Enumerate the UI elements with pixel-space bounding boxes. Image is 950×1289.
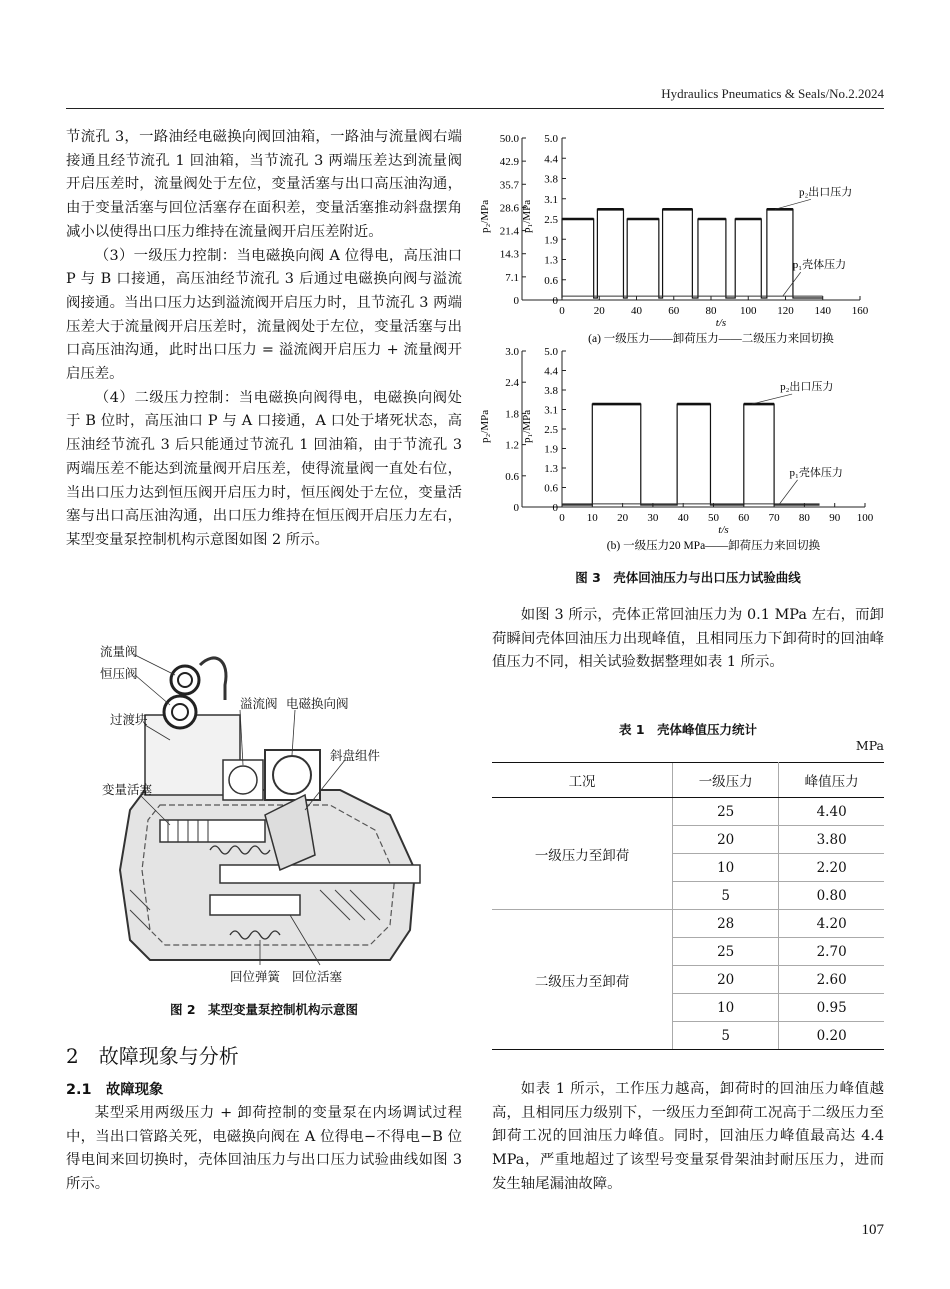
y-left-tick-label: 50.0 xyxy=(499,133,519,145)
label-relief-valve: 溢流阀 xyxy=(240,696,278,711)
table-cell: 2.60 xyxy=(779,966,884,994)
y-left-tick-label: 3.0 xyxy=(505,346,519,358)
peak-table-wrap xyxy=(492,762,884,1050)
header-condition: 工况 xyxy=(492,763,673,798)
y-right-tick-label: 1.9 xyxy=(544,234,558,247)
x-tick-label: 20 xyxy=(593,305,605,317)
table-cell: 0.80 xyxy=(779,882,884,910)
y-right-tick-label: 5.0 xyxy=(544,133,558,145)
series-label-p1-leader xyxy=(780,480,798,504)
page-number: 107 xyxy=(861,1222,884,1238)
right-column-paragraph xyxy=(492,604,884,675)
subsection-title: 2.1 故障现象 xyxy=(66,1082,164,1098)
pump-diagram xyxy=(90,640,430,980)
table-title: 表 1 壳体峰值压力统计 xyxy=(618,722,758,737)
y-left-tick-label: 0 xyxy=(513,502,519,514)
peak-pressure-table xyxy=(492,762,884,1050)
y-right-axis-label: p₁/MPa xyxy=(521,409,533,443)
table-cell: 25 xyxy=(673,938,779,966)
table-cell: 0.95 xyxy=(779,994,884,1022)
x-tick-label: 90 xyxy=(829,512,841,524)
series-line-p2 xyxy=(562,404,820,505)
y-right-tick-label: 2.5 xyxy=(544,214,558,226)
table-cell: 20 xyxy=(673,966,779,994)
series-label-p1-leader xyxy=(783,272,801,296)
series-label-p2-leader xyxy=(775,199,811,209)
y-right-tick-label: 3.8 xyxy=(544,173,558,186)
series-label-p2: p₂出口压力 xyxy=(798,186,853,199)
label-const-valve: 恒压阀 xyxy=(100,666,138,681)
series-label-p2: p₂出口压力 xyxy=(780,381,834,394)
y-right-tick-label: 3.1 xyxy=(544,193,558,206)
y-right-axis-label: p₁/MPa xyxy=(521,199,533,233)
y-left-tick-label: 0 xyxy=(513,295,519,307)
table-cell: 10 xyxy=(673,994,779,1022)
y-right-tick-label: 0 xyxy=(552,295,558,307)
x-axis-label: t/s xyxy=(718,524,729,536)
y-left-tick-label: 2.4 xyxy=(505,377,519,390)
x-axis-label: t/s xyxy=(715,317,727,329)
paragraph-4: 某型采用两级压力 + 卸荷控制的变量泵在内场调试过程中，当出口管路关死，电磁换向阀在 A 位得电−不得电−B 位得电间来回切换时，壳体回油压力与出口压力试验曲线如图 3 所示。 xyxy=(66,1105,462,1193)
y-right-tick-label: 3.8 xyxy=(544,385,558,397)
x-tick-label: 0 xyxy=(559,305,565,317)
table-cell: 4.40 xyxy=(779,798,884,826)
table-cell: 2.20 xyxy=(779,854,884,882)
x-tick-label: 60 xyxy=(668,305,680,317)
table-cell: 20 xyxy=(673,826,779,854)
header-peak-pressure: 峰值压力 xyxy=(779,763,884,798)
series-label-p1: p₁壳体压力 xyxy=(792,259,847,272)
y-left-tick-label: 1.2 xyxy=(505,439,519,452)
x-tick-label: 80 xyxy=(705,305,717,317)
x-tick-label: 100 xyxy=(856,512,874,524)
x-tick-label: 40 xyxy=(677,512,689,524)
group-label-2: 二级压力至卸荷 xyxy=(492,910,673,1050)
y-right-tick-label: 4.4 xyxy=(544,153,558,166)
chart-subcaption: (a) 一级压力——卸荷压力——二级压力来回切换 xyxy=(588,333,834,345)
table-unit: MPa xyxy=(855,738,884,753)
y-left-tick-label: 28.6 xyxy=(499,202,519,215)
section-title: 2 故障现象与分析 xyxy=(66,1044,239,1068)
y-right-tick-label: 4.4 xyxy=(544,365,558,378)
x-tick-label: 60 xyxy=(738,512,750,524)
label-var-piston: 变量活塞 xyxy=(102,782,153,797)
table-cell: 28 xyxy=(673,910,779,938)
table-cell: 4.20 xyxy=(779,910,884,938)
paragraph-6-wrap xyxy=(492,1078,884,1197)
table-header-row xyxy=(492,763,884,798)
y-right-tick-label: 1.9 xyxy=(544,443,558,456)
label-transition-block: 过渡块 xyxy=(110,712,148,727)
x-tick-label: 70 xyxy=(768,512,780,524)
x-tick-label: 100 xyxy=(740,305,757,317)
label-return-piston: 回位活塞 xyxy=(292,969,343,984)
journal-header: Hydraulics Pneumatics & Seals/No.2.2024 xyxy=(661,86,884,101)
table-row xyxy=(492,798,884,826)
y-left-tick-label: 14.3 xyxy=(499,248,519,261)
table-cell: 5 xyxy=(673,882,779,910)
y-right-tick-label: 0.6 xyxy=(544,482,558,495)
x-tick-label: 120 xyxy=(777,305,794,317)
y-right-tick-label: 0.6 xyxy=(544,274,558,287)
x-tick-label: 10 xyxy=(586,512,598,524)
left-column xyxy=(66,126,462,553)
header-rule xyxy=(66,108,884,109)
label-swashplate: 斜盘组件 xyxy=(330,748,381,763)
series-line-p2 xyxy=(562,209,823,298)
series-label-p1: p₁壳体压力 xyxy=(789,466,843,479)
x-tick-label: 80 xyxy=(798,512,810,524)
label-solenoid-valve: 电磁换向阀 xyxy=(286,696,349,711)
x-tick-label: 50 xyxy=(708,512,719,524)
y-left-axis-label: p₂/MPa xyxy=(479,199,491,233)
y-left-tick-label: 1.8 xyxy=(505,408,519,421)
table-cell: 25 xyxy=(673,798,779,826)
x-tick-label: 30 xyxy=(647,512,659,524)
x-tick-label: 160 xyxy=(851,305,869,317)
figure-2 xyxy=(90,640,430,984)
table-cell: 5 xyxy=(673,1022,779,1050)
figure-2-caption: 图 2 某型变量泵控制机构示意图 xyxy=(169,1002,359,1017)
y-left-tick-label: 0.6 xyxy=(505,470,519,483)
x-tick-label: 0 xyxy=(559,512,565,524)
header-level-pressure: 一级压力 xyxy=(673,763,779,798)
y-right-tick-label: 1.3 xyxy=(544,463,558,475)
table-cell: 2.70 xyxy=(779,938,884,966)
paragraph-5: 如图 3 所示，壳体正常回油压力为 0.1 MPa 左右，而卸荷瞬间壳体回油压力出现峰值，且相同压力下卸荷时的回油峰值压力不同，相关试验数据整理如表 1 所示。 xyxy=(492,607,884,671)
y-right-tick-label: 1.3 xyxy=(544,254,558,267)
y-left-tick-label: 35.7 xyxy=(499,179,519,192)
label-flow-valve: 流量阀 xyxy=(100,644,138,659)
chart-b xyxy=(479,343,885,558)
x-tick-label: 140 xyxy=(814,305,831,317)
y-right-tick-label: 3.1 xyxy=(544,404,558,417)
series-label-p2-leader xyxy=(752,394,792,404)
paragraph-3: （4）二级压力控制：当电磁换向阀得电，电磁换向阀处于 B 位时，高压油口 P 与 A 口接通，A 口处于堵死状态，高压油经节流孔 3 后只能通过节流孔 1 回油箱，由于节流孔 3 两端压差不能达到流量阀开启压差，使得流量阀一直处右位，当出口压力达到恒压阀开启压力时，恒压阀处于左位，变量活塞与出口高压油沟通，出口压力维持在恒压阀开启压力左右，某型变量泵控制机构示意图如图 2 所示。 xyxy=(66,389,462,548)
y-left-tick-label: 21.4 xyxy=(499,225,519,238)
y-left-tick-label: 7.1 xyxy=(505,271,519,284)
paragraph-2: （3）一级压力控制：当电磁换向阀 A 位得电，高压油口 P 与 B 口接通，高压油经节流孔 3 后通过电磁换向阀与溢流阀接通。当出口压力达到溢流阀开启压力时，且节流孔 3 两端压差大于流量阀开启压差时，流量阀处于左位，变量活塞与出口高压油沟通，此时出口压力 = 溢流阀开启压力 + 流量阀开启压差。 xyxy=(66,247,462,383)
table-cell: 0.20 xyxy=(779,1022,884,1050)
group-label-1: 一级压力至卸荷 xyxy=(492,798,673,910)
y-right-tick-label: 0 xyxy=(552,502,558,514)
y-right-tick-label: 2.5 xyxy=(544,424,558,436)
table-cell: 3.80 xyxy=(779,826,884,854)
x-tick-label: 40 xyxy=(631,305,642,317)
y-right-tick-label: 5.0 xyxy=(544,346,558,358)
chart-a xyxy=(479,128,885,348)
table-row xyxy=(492,910,884,938)
chart-subcaption: (b) 一级压力20 MPa——卸荷压力来回切换 xyxy=(606,540,821,552)
paragraph-4-wrap xyxy=(66,1102,462,1197)
y-left-tick-label: 42.9 xyxy=(499,156,519,169)
y-left-axis-label: p₂/MPa xyxy=(479,409,491,443)
x-tick-label: 20 xyxy=(617,512,629,524)
figure-3-caption: 图 3 壳体回油压力与出口压力试验曲线 xyxy=(575,570,801,585)
paragraph-6: 如表 1 所示，工作压力越高，卸荷时的回油压力峰值越高，且相同压力级别下，一级压力至卸荷工况高于二级压力至卸荷工况的回油压力峰值。同时，回油压力峰值最高达 4.4 MPa，严重地超过了该型号变量泵骨架油封耐压压力，进而发生轴尾漏油故障。 xyxy=(492,1081,884,1192)
paragraph-1: 节流孔 3，一路油经电磁换向阀回油箱，一路油与流量阀右端接通且经节流孔 1 回油箱，当节流孔 3 两端压差达到流量阀开启压差时，流量阀处于左位，变量活塞与出口高压油沟通，由于变量活塞与回位活塞存在面积差，变量活塞推动斜盘摆角减小以使得出口压力维持在流量阀开启压差附近。 xyxy=(66,129,462,240)
table-cell: 10 xyxy=(673,854,779,882)
label-return-spring: 回位弹簧 xyxy=(230,969,281,984)
